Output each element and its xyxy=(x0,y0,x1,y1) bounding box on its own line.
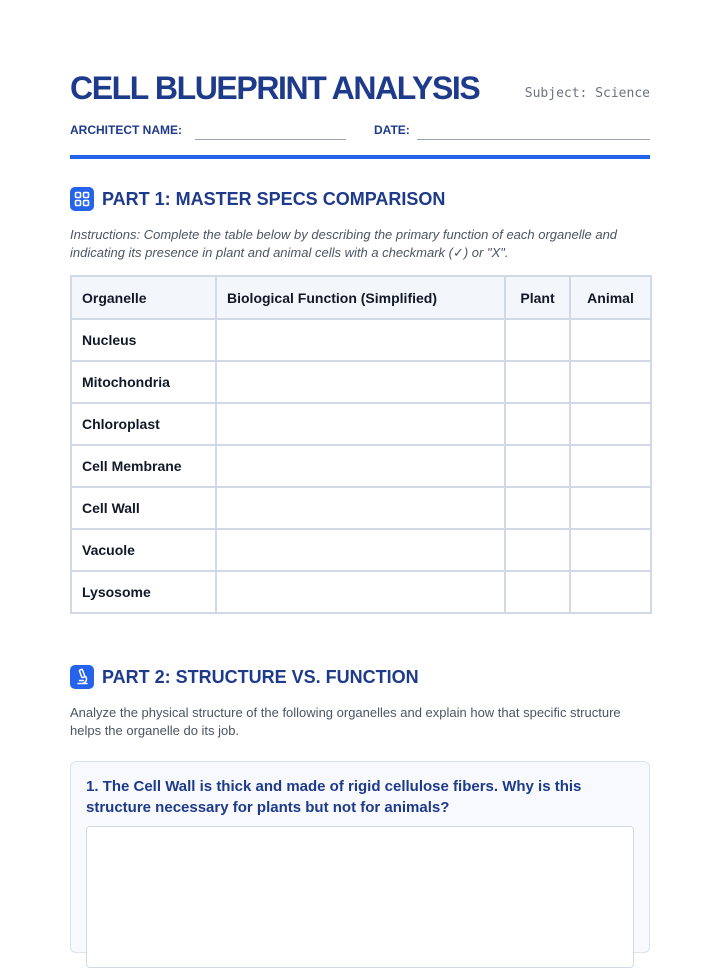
grid-icon xyxy=(70,187,94,211)
organelle-name: Lysosome xyxy=(71,571,216,613)
plant-cell[interactable] xyxy=(505,319,570,361)
header xyxy=(70,68,650,108)
function-cell[interactable] xyxy=(216,445,505,487)
date-label: DATE: xyxy=(374,123,410,137)
table-row xyxy=(71,403,651,445)
part2-title: PART 2: STRUCTURE VS. FUNCTION xyxy=(102,667,419,687)
animal-cell[interactable] xyxy=(570,403,651,445)
animal-cell[interactable] xyxy=(570,445,651,487)
organelle-name: Vacuole xyxy=(71,529,216,571)
date-field[interactable] xyxy=(417,139,650,140)
table-row xyxy=(71,529,651,571)
part2-heading xyxy=(70,664,650,690)
table-row xyxy=(71,571,651,613)
plant-cell[interactable] xyxy=(505,487,570,529)
plant-cell[interactable] xyxy=(505,361,570,403)
animal-cell[interactable] xyxy=(570,319,651,361)
answer-box[interactable] xyxy=(86,826,634,968)
plant-cell[interactable] xyxy=(505,529,570,571)
header-divider xyxy=(70,155,650,159)
table-row xyxy=(71,319,651,361)
part1-title: PART 1: MASTER SPECS COMPARISON xyxy=(102,189,446,209)
plant-cell[interactable] xyxy=(505,403,570,445)
part1-heading xyxy=(70,186,650,212)
subject-label: Subject: Science xyxy=(524,86,650,101)
info-fields xyxy=(70,118,650,144)
question-text: 1. The Cell Wall is thick and made of rigid cellulose fibers. Why is this structure necessary for plants but not for animals? xyxy=(86,778,582,816)
function-cell[interactable] xyxy=(216,487,505,529)
animal-cell[interactable] xyxy=(570,529,651,571)
question-card xyxy=(70,761,650,953)
animal-cell[interactable] xyxy=(570,571,651,613)
page-title: CELL BLUEPRINT ANALYSIS xyxy=(70,70,480,106)
function-cell[interactable] xyxy=(216,403,505,445)
table-row xyxy=(71,445,651,487)
organelle-name: Chloroplast xyxy=(71,403,216,445)
column-header-animal: Animal xyxy=(570,276,651,319)
organelle-name: Cell Wall xyxy=(71,487,216,529)
organelle-name: Nucleus xyxy=(71,319,216,361)
function-cell[interactable] xyxy=(216,361,505,403)
table-row xyxy=(71,361,651,403)
organelle-name: Mitochondria xyxy=(71,361,216,403)
function-cell[interactable] xyxy=(216,319,505,361)
table-header-row xyxy=(71,276,651,319)
part2-description: Analyze the physical structure of the following organelles and explain how that specific structure helps the organelle do its job. xyxy=(70,705,621,738)
organelle-table xyxy=(70,275,652,614)
column-header-plant: Plant xyxy=(505,276,570,319)
table-row xyxy=(71,487,651,529)
animal-cell[interactable] xyxy=(570,361,651,403)
plant-cell[interactable] xyxy=(505,445,570,487)
part1-instructions: Instructions: Complete the table below by describing the primary function of each organelle and indicating its presence in plant and animal cells with a checkmark (✓) or "X". xyxy=(70,227,618,260)
organelle-name: Cell Membrane xyxy=(71,445,216,487)
animal-cell[interactable] xyxy=(570,487,651,529)
function-cell[interactable] xyxy=(216,571,505,613)
column-header-function: Biological Function (Simplified) xyxy=(216,276,505,319)
column-header-organelle: Organelle xyxy=(71,276,216,319)
function-cell[interactable] xyxy=(216,529,505,571)
architect-name-field[interactable] xyxy=(195,139,346,140)
microscope-icon xyxy=(70,665,94,689)
plant-cell[interactable] xyxy=(505,571,570,613)
architect-name-label: ARCHITECT NAME: xyxy=(70,123,182,137)
